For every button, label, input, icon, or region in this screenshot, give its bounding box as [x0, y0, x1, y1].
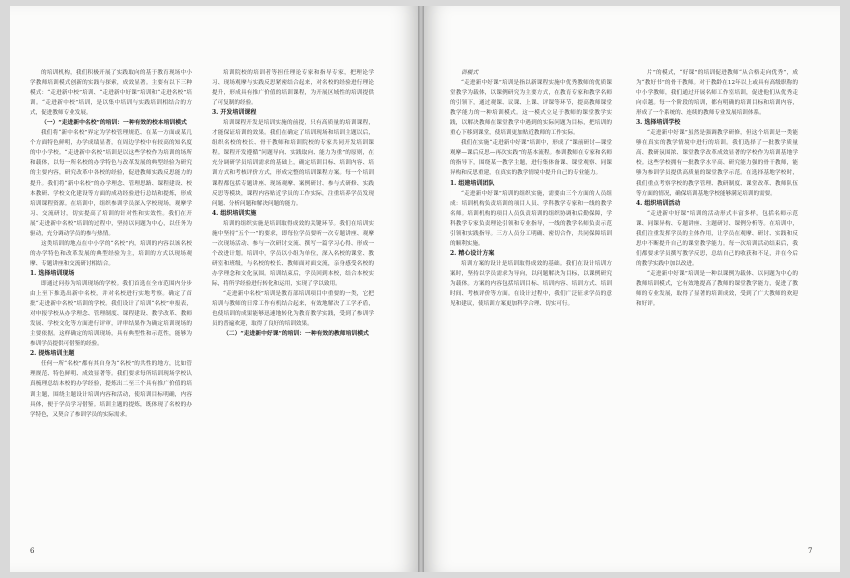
- paragraph: “走进新中好课”培训的活动形式丰富多样，包括名师示范课、同课异构、专题讲座、主题研讨、课例分析等。在培训中，我们注重发挥学员的主体作用，让学员在观摩、研讨、实践和反思中不断提升自己的课堂教学能力。每一次培训活动结束后，我们都要求学员撰写教学反思，总结自己的收获和不足，并在今后的教学实践中加以改进。: [636, 210, 798, 267]
- paragraph: “走进新中好课”虽然是强调教学研修，但这个培训是一类能够在真实的教学情境中进行的培训。我们选择了一批教学质量高、教研氛围浓、课堂教学改革成效显著的学校作为培训基地学校。这些学校拥有一批教学水平高、研究能力强的骨干教师，能够为参训学员提供高质量的课堂教学示范。在选择基地学校时，我们重点考察学校的教学管理、教研制度、课堂改革、教师队伍等方面的情况，确保培训基地学校能够满足培训的需要。: [636, 130, 798, 197]
- paragraph: “走进新中好课”培训是指以新课程实施中优秀教师的优质课堂教学为载体，以课例研究为主要方式，在教育专家和教学名师的引领下，通过观课、议课、上课、评课等环节，提高教师课堂教学能力的一种培训模式。这一模式立足于教师的课堂教学实践，以解决教师在课堂教学中遇到的实际问题为目标，把培训的重心下移到课堂，使培训更加贴近教师的工作实际。: [450, 80, 612, 137]
- left-page-column-2: [212, 68, 374, 556]
- section-heading: 1. 选择培训现场: [30, 269, 75, 277]
- right-page-column-2: [636, 68, 798, 556]
- paragraph: 我们在实施“走进新中好课”培训中，形成了“课前研讨—课堂观摩—课后反思—再次实践”的基本流程。参训教师在专家和名师的指导下，围绕某一教学主题，进行集体备课、课堂观察、同课异构和反思重建，在真实的教学情境中提升自己的专业能力。: [450, 140, 612, 177]
- paragraph: 培训的组织实施是培训取得成效的关键环节。我们在培训实施中坚持“五个一”的要求，即每位学员要听一次专题讲座、观摩一次现场活动、参与一次研讨交流、撰写一篇学习心得、形成一个改进计划。培训中，学员以小组为单位，深入名校的课堂、教研室和班级，与名校的校长、教师面对面交流，亲身感受名校的办学理念和文化氛围。培训结束后，学员回到本校，结合本校实际，将所学经验进行转化和运用，实现了学以致用。: [212, 220, 374, 287]
- left-page-column-1: [30, 68, 192, 556]
- right-page-column-1: [450, 68, 612, 556]
- paragraph: 培训院校的培训者等担任理论专家和指导专家，把理论学习、现场观摩与实践反思紧密结合起来，对名校的经验进行理论提升，形成具有推广价值的培训课程，为开展区域性的培训提供了可复制的经验。: [212, 70, 374, 107]
- paragraph: 即通过问券为培训现场的学校。我们首选在全市范围内分步由上至下推选出新中名校，并对名校进行实地考察。确定了首批“走进新中名校”培训的学校。我们设计了培训“名校”申报表，对申报学校从办学理念、管理制度、课程建设、教学改革、教师发展、学校文化等方面进行评审，评审结果作为确定培训现场的主要依据。这样确定的培训现场，具有典型性和示范性，能够为参训学员提供可借鉴的经验。: [30, 280, 192, 348]
- paragraph: 任何一所“名校”都有其自身为“名校”的共性的地方，比如管理规范、特色鲜明、成效显著等。我们要求每所培训现场学校认真梳理总结本校的办学经验，提炼出二至三个具有推广价值的培训主题，围绕主题设计培训内容和活动，使培训目标明确，内容具体，便于学员学习借鉴。培训主题的提炼，既体现了名校的办学特色，又契合了参训学员的实际需求。: [30, 361, 192, 418]
- paragraph: 我们将“新中名校”界定为学校管理规范、在某一方面或某几个方面特色鲜明，办学成绩显著，在周边学校中有较高的知名度的中小学校。“走进新中名校”培训是以这些学校作为培训的场所和载体，以每一所名校的办学特色与改革发展的典型经验为研究的主要内容，研究改革中各校的经验，促进教师实践反思能力的提升。我们将“新中名校”的办学理念、管理思路、课程建设、校本教研、学校文化建设等方面的成功经验进行总结和提炼，形成培训课程资源。在培训中，组织参训学员深入学校现场，观摩学习、交流研讨，切实提高了培训的针对性和实效性。我们在开展“走进新中名校”培训的过程中，坚持以问题为中心，以任务为驱动，充分调动学员的参与热情。: [30, 130, 192, 237]
- paragraph: 的培训机构，我们积极开展了实践取向的基于教育现场中小学教师培训模式创新的实践与探索，成效显著。主要有以下三种模式：“走进新中校”培训、“走进新中好课”培训和“走进名校”培训。“走进新中校”培训，是以集中培训与实践培训相结合的方式，促进教师专业发展。: [30, 70, 192, 117]
- paragraph: 训模式: [461, 70, 479, 76]
- page-number-right: 7: [808, 547, 813, 555]
- right-page: [424, 6, 840, 572]
- section-heading: 1. 组建培训团队: [450, 179, 495, 187]
- section-heading: 3. 选择培训学校: [636, 119, 681, 127]
- paragraph: 这类培训的地点在中小学的“名校”内，培训的内容以该名校的办学特色和改革发展的典型经验为主，培训的方式以现场观摩、专题讲座和交流研讨相结合。: [30, 240, 192, 267]
- left-page: [10, 6, 418, 572]
- section-heading: 2. 提炼培训主题: [30, 350, 75, 358]
- section-heading: 2. 精心设计方案: [450, 249, 495, 257]
- paragraph: “走进新中名校”培训是教育部培训项目中重要的一类，它把培训与教师的日常工作有机结合起来，有效地解决了工学矛盾，也使培训的成果能够迅速地转化为教育教学实践，受到了参训学员的普遍欢迎，取得了良好的培训效果。: [212, 291, 374, 328]
- paragraph: 培训方案的设计是培训取得成效的基础。我们在设计培训方案时，坚持以学员需求为导向，以问题解决为目标，以课例研究为载体。方案的内容包括培训目标、培训内容、培训方式、培训时间、考核评价等方面。在设计过程中，我们广泛征求学员的意见和建议，使培训方案更加科学合理、切实可行。: [450, 260, 612, 308]
- paragraph: “走进新中好课”培训是一种以课例为载体、以问题为中心的教师培训模式，它有效地提高了教师的课堂教学能力，促进了教师的专业发展，取得了显著的培训成效，受到了广大教师的欢迎和好评。: [636, 270, 798, 308]
- section-heading: （二）“走进新中好课”的培训：一种有效的教师培训模式: [223, 331, 369, 338]
- section-heading: 4. 组织培训实施: [212, 209, 257, 217]
- section-heading: （一）“走进新中名校”的培训：一种有效的校本培训模式: [41, 120, 187, 127]
- paragraph: “走进新中好课”培训的组织实施，需要由三个方面的人员组成：培训机构负责培训的项目人员、学科教学专家和一线的教学名师。培训机构的项目人员负责培训的组织协调和后勤保障，学科教学专家负责理论引领和专业指导，一线的教学名师负责示范引领和实践指导。三方人员分工明确、密切合作，共同保障培训的顺利实施。: [450, 190, 612, 247]
- section-heading: 4. 组织培训活动: [636, 199, 681, 207]
- paragraph: 片”的模式，“好课”的培训促进教师“从合格走向优秀”，成为“教好书”的骨干教师。对于教龄在12年以上或具有高级职称的中小学教师，我们通过开展名师工作室培训，促进他们从优秀走向卓越。每一个阶段的培训，都有明确的培训目标和培训内容，形成了一个系统的、连续的教师专业发展培训体系。: [636, 70, 798, 117]
- section-heading: 3. 开发培训课程: [212, 109, 257, 117]
- paragraph: 培训课程开发是培训实施的前提，只有高质量的培训课程，才能保证培训的效果。我们在确定了培训现场和培训主题以后，组织名校的校长、骨干教师和培训院校的专家共同开发培训课程。课程开发遵循“问题导向、实践取向、能力为重”的原则，在充分调研学员培训需求的基础上，确定培训目标、培训内容、培训方式和考核评价方式，形成完整的培训课程方案。每一个培训课程都包括专题讲座、现场观摩、案例研讨、参与式研修、实践反思等模块，课程内容贴近学员的工作实际，注重培养学员发现问题、分析问题和解决问题的能力。: [212, 120, 374, 207]
- page-number-left: 6: [30, 547, 35, 555]
